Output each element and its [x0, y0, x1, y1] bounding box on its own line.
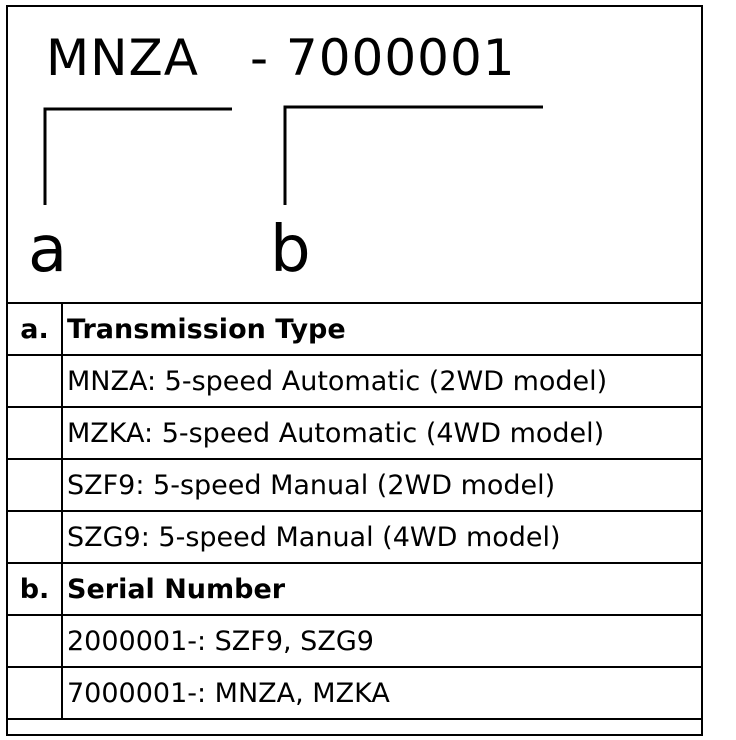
legend-entry: MNZA: 5-speed Automatic (2WD model) — [62, 355, 702, 407]
legend-row — [7, 407, 702, 459]
marker-a: a — [28, 213, 68, 287]
legend-entry: 2000001-: SZF9, SZG9 — [62, 615, 702, 667]
legend-key — [7, 407, 62, 459]
legend-row — [7, 667, 702, 719]
legend-key — [7, 615, 62, 667]
legend-key — [7, 355, 62, 407]
legend-key — [7, 459, 62, 511]
legend-key: b. — [7, 563, 62, 615]
legend-key: a. — [7, 303, 62, 355]
legend-header-row — [7, 563, 702, 615]
marker-b: b — [270, 213, 311, 287]
legend-heading: Transmission Type — [62, 303, 702, 355]
legend-entry: MZKA: 5-speed Automatic (4WD model) — [62, 407, 702, 459]
code-serial: - 7000001 — [250, 29, 516, 87]
legend-row — [7, 511, 702, 563]
leader-line-a — [45, 109, 232, 205]
leader-lines — [0, 0, 736, 300]
leader-line-b — [285, 107, 543, 205]
legend-row — [7, 615, 702, 667]
legend-heading: Serial Number — [62, 563, 702, 615]
legend-row — [7, 355, 702, 407]
legend-entry: 7000001-: MNZA, MZKA — [62, 667, 702, 719]
code-prefix: MNZA — [46, 29, 199, 87]
legend-row — [7, 459, 702, 511]
legend-header-row — [7, 303, 702, 355]
legend-key — [7, 511, 62, 563]
legend-entry: SZG9: 5-speed Manual (4WD model) — [62, 511, 702, 563]
legend-entry: SZF9: 5-speed Manual (2WD model) — [62, 459, 702, 511]
legend-table — [6, 302, 703, 720]
legend-key — [7, 667, 62, 719]
